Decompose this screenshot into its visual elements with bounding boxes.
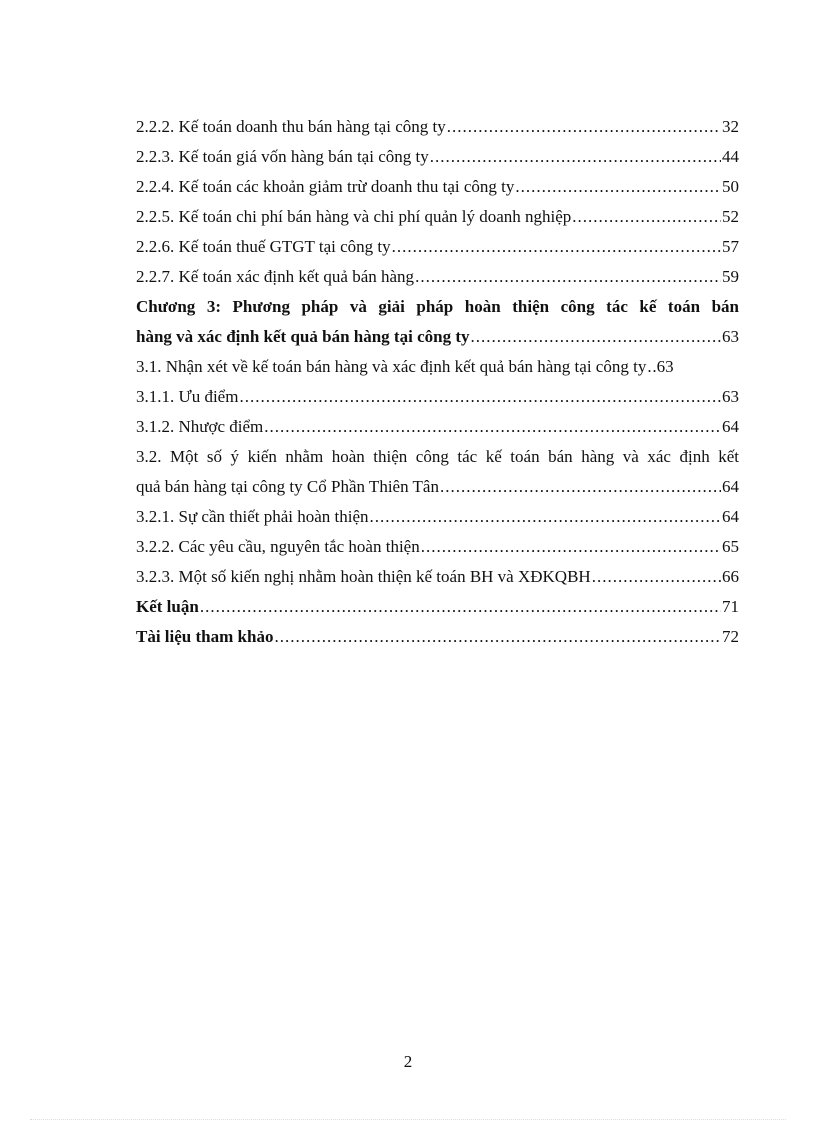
toc-entry (136, 442, 739, 502)
toc-entry-page: 57 (722, 237, 739, 256)
toc-leader-dots (447, 112, 721, 142)
toc-chapter-heading (136, 292, 739, 352)
toc-entry-page: 65 (722, 537, 739, 556)
toc-entry-title: Kết luận (136, 597, 199, 616)
toc-entry-title-line1: 3.2. Một số ý kiến nhằm hoàn thiện công tác kế toán bán hàng và xác định kết (136, 447, 739, 466)
toc-entry (136, 232, 739, 262)
toc-entry-page: 64 (722, 417, 739, 436)
toc-entry-title: 3.1.2. Nhược điểm (136, 417, 264, 436)
toc-leader-dots (470, 322, 721, 352)
toc-entry (136, 412, 739, 442)
toc-entry-page: 63 (722, 387, 739, 406)
toc-entry-title: Tài liệu tham khảo (136, 627, 274, 646)
toc-entry-page: 44 (722, 147, 739, 166)
toc-entry-page: 63 (722, 327, 739, 346)
toc-entry-title: 2.2.6. Kế toán thuế GTGT tại công ty (136, 237, 391, 256)
toc-entry (136, 532, 739, 562)
toc-leader-dots (274, 622, 721, 652)
toc-entry (136, 502, 739, 532)
toc-entry (136, 562, 739, 592)
toc-entry-title: 3.2.2. Các yêu cầu, nguyên tắc hoàn thiện (136, 537, 420, 556)
toc-entry-title-line2: quả bán hàng tại công ty Cổ Phần Thiên Tân (136, 477, 439, 496)
toc-entry-page: .63 (652, 357, 674, 376)
toc-entry-title-line1: Chương 3: Phương pháp và giải pháp hoàn thiện công tác kế toán bán (136, 297, 739, 316)
toc-entry-title: 2.2.2. Kế toán doanh thu bán hàng tại công ty (136, 117, 446, 136)
toc-leader-dots (515, 172, 721, 202)
toc-entry-title: 2.2.5. Kế toán chi phí bán hàng và chi phí quản lý doanh nghiệp (136, 207, 572, 226)
toc-entry (136, 262, 739, 292)
toc-entry-page: 71 (722, 597, 739, 616)
toc-leader-dots (421, 532, 721, 562)
toc-entry-title: 3.2.3. Một số kiến nghị nhằm hoàn thiện kế toán BH và XĐKQBH (136, 567, 591, 586)
toc-leader-dots (370, 502, 721, 532)
toc-entry-page: 50 (722, 177, 739, 196)
toc-entry-title: 3.1.1. Ưu điểm (136, 387, 239, 406)
toc-entry-page: 66 (722, 567, 739, 586)
toc-entry-page: 52 (722, 207, 739, 226)
toc-leader-dots (200, 592, 721, 622)
toc-entry-page: 32 (722, 117, 739, 136)
toc-entry-page: 64 (722, 477, 739, 496)
toc-entry (136, 352, 739, 382)
toc-leader-dots (430, 142, 721, 172)
toc-entry (136, 622, 739, 652)
toc-entry (136, 382, 739, 412)
toc-entry-title: 2.2.7. Kế toán xác định kết quả bán hàng (136, 267, 415, 286)
toc-entry (136, 202, 739, 232)
toc-entry (136, 592, 739, 622)
page-number: 2 (403, 1052, 413, 1071)
toc-entry (136, 142, 739, 172)
toc-leader-dots (592, 562, 721, 592)
footer-divider (30, 1119, 786, 1120)
toc-leader-dots (440, 472, 721, 502)
toc-entry-title: 2.2.4. Kế toán các khoản giảm trừ doanh thu tại công ty (136, 177, 515, 196)
toc-entry-page: 59 (722, 267, 739, 286)
toc-entry (136, 172, 739, 202)
toc-leader-dots (647, 352, 651, 382)
toc-entry-title: 3.1. Nhận xét về kế toán bán hàng và xác định kết quả bán hàng tại công ty (136, 357, 647, 376)
toc-leader-dots (239, 382, 721, 412)
toc-leader-dots (415, 262, 721, 292)
toc-entry (136, 112, 739, 142)
table-of-contents (136, 112, 739, 652)
toc-leader-dots (264, 412, 721, 442)
toc-entry-title: 3.2.1. Sự cần thiết phải hoàn thiện (136, 507, 369, 526)
toc-entry-title: 2.2.3. Kế toán giá vốn hàng bán tại công ty (136, 147, 429, 166)
toc-entry-page: 72 (722, 627, 739, 646)
toc-entry-page: 64 (722, 507, 739, 526)
toc-entry-title-line2: hàng và xác định kết quả bán hàng tại công ty (136, 327, 470, 346)
toc-leader-dots (572, 202, 721, 232)
toc-leader-dots (392, 232, 721, 262)
